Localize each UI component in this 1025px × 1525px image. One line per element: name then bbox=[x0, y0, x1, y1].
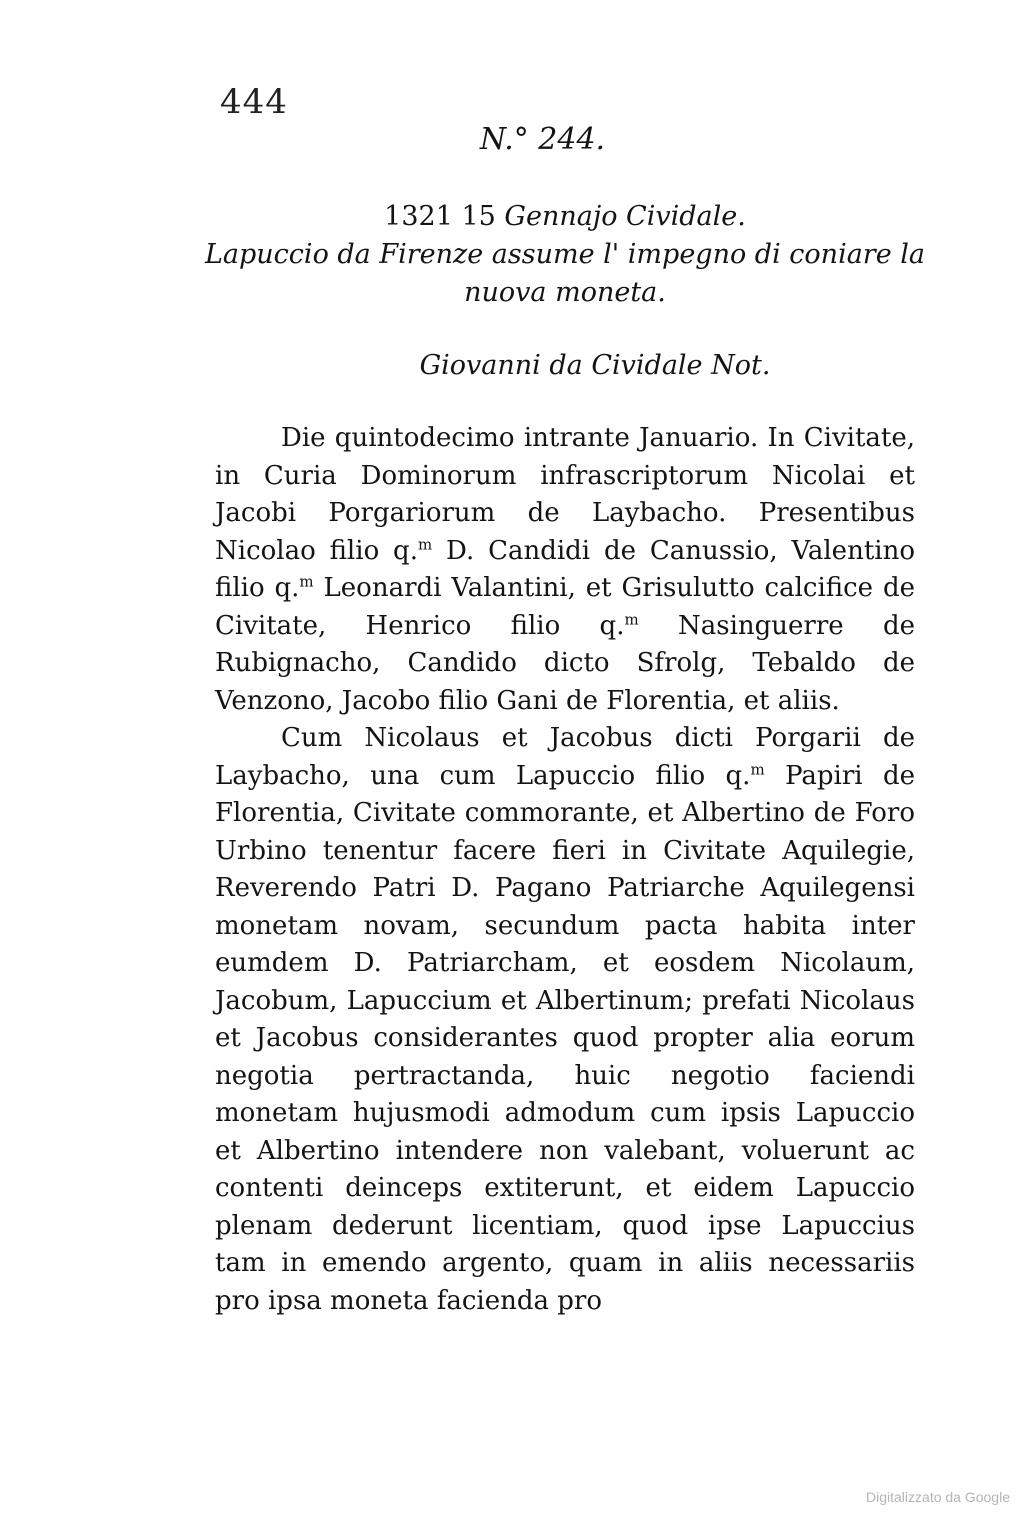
paragraph-2 bbox=[215, 720, 915, 1320]
document-number: N.° 244. bbox=[479, 122, 606, 157]
p1-text-4: Nasinguerre de Rubignacho, Candido dicto Sfrolg, Tebaldo de Venzono, Jacobo filio Gani de Florentia, et aliis. bbox=[215, 610, 916, 716]
document-title: Lapuccio da Firenze assume l' impegno di coniare la nuova moneta. bbox=[204, 239, 926, 308]
p2-text-1: Cum Nicolaus et Jacobus dicti Porgarii de Laybacho, una cum Lapuccio filio q. bbox=[215, 723, 915, 791]
p1-superscript-2: m bbox=[299, 572, 314, 591]
paragraph-1 bbox=[215, 420, 915, 720]
digitization-watermark: Digitalizzato da Google bbox=[866, 1489, 1010, 1505]
p2-text-2: Papiri de Florentia, Civitate commorante, et Albertino de Foro Urbino tenentur facere fieri in Civitate Aquilegie, Reverendo Patri D. Pagano Patriarche Aquilegensi monetam novam, secundum pacta habita inter eumdem D. Patriarcham, et eosdem Nicolaum, Jacobum, Lapuccium et Albertinum; prefati Nicolaus et Jacobus considerantes quod propter alia eorum negotia pertractanda, huic negotio faciendi monetam hujusmodi admodum cum ipsis Lapuccio et Albertino intendere non valebant, voluerunt ac contenti deinceps extiterunt, et eidem Lapuccio plenam dederunt licentiam, quod ipse Lapuccius tam in emendo argento, quam in aliis necessariis pro ipsa moneta facienda pro bbox=[215, 760, 916, 1316]
p1-superscript-1: m bbox=[417, 534, 433, 553]
page-number: 444 bbox=[220, 82, 288, 122]
notary-line: Giovanni da Cividale Not. bbox=[419, 350, 771, 381]
p2-superscript-1: m bbox=[750, 759, 765, 778]
p1-superscript-3: m bbox=[624, 609, 639, 628]
document-heading bbox=[200, 198, 930, 312]
p1-text-1: Die quintodecimo intrante Januario. In Civitate, in Curia Dominorum infrascriptorum Nicolai et Jacobi Porgariorum de Laybacho. Presentibus Nicolao filio q. bbox=[215, 423, 915, 566]
p1-text-2: D. Candidi de Canussio, Valentino filio q. bbox=[215, 535, 915, 603]
date-month-place: Gennajo Cividale. bbox=[504, 201, 746, 232]
date-line bbox=[200, 198, 930, 236]
p1-text-3: Leonardi Valantini, et Grisulutto calcifice de Civitate, Henrico filio q. bbox=[215, 573, 915, 641]
body-text bbox=[215, 420, 915, 1320]
date-year-day: 1321 15 bbox=[384, 201, 505, 232]
